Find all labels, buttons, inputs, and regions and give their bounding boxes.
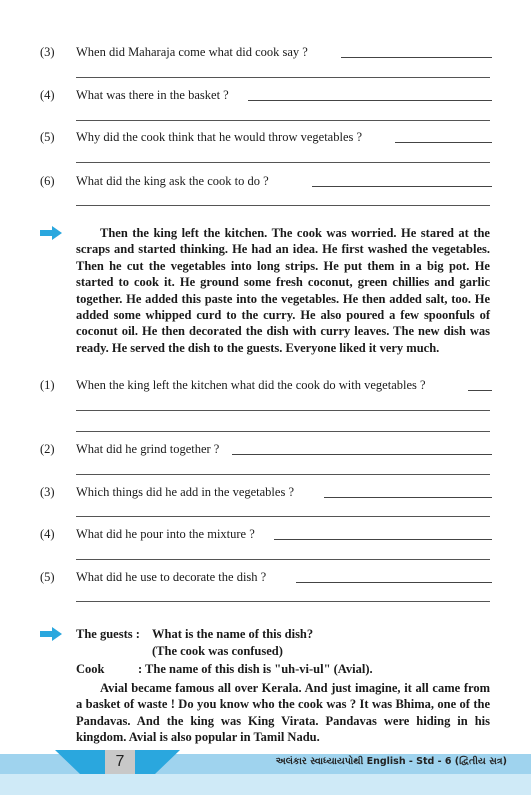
answer-line[interactable] bbox=[76, 474, 490, 475]
footer-bottom-strip bbox=[0, 774, 531, 795]
story-passage: Then the king left the kitchen. The cook was worried. He stared at the scraps and started thinking. He had an idea. He first washed the vegetables. Then he cut the vegetables into long strips. He put them in a big pot. He started to cook it. He ground some fresh coconut, green chillies and garlic together. He added this paste into the vegetables. He then added salt, too. He added some whipped curd to the curry. He also poured a few spoonfuls of coconut oil. He then decorated the dish with curry leaves. The new dish was ready. He served the dish to the guests. Everyone liked it very much. bbox=[76, 226, 490, 355]
question-row bbox=[40, 570, 492, 586]
answer-line[interactable] bbox=[76, 601, 490, 602]
question-number: (3) bbox=[40, 485, 55, 499]
answer-line[interactable] bbox=[312, 186, 492, 187]
question-number: (4) bbox=[40, 527, 55, 541]
answer-line[interactable] bbox=[76, 410, 490, 411]
answer-line[interactable] bbox=[248, 100, 492, 101]
question-number: (1) bbox=[40, 378, 55, 392]
answer-line[interactable] bbox=[76, 431, 490, 432]
question-row bbox=[40, 485, 492, 501]
question-row bbox=[40, 442, 492, 458]
question-text: Which things did he add in the vegetables ? bbox=[76, 485, 294, 499]
question-number: (4) bbox=[40, 88, 55, 102]
footer-book-title: અલંકાર સ્વાધ્યાયપોથી English - Std - 6 (દ્વિતીય સત્ર) bbox=[275, 756, 507, 767]
question-text: What did he pour into the mixture ? bbox=[76, 527, 255, 541]
dialogue-guests-line: What is the name of this dish? bbox=[152, 627, 314, 641]
question-row bbox=[40, 174, 492, 190]
question-row bbox=[40, 130, 492, 146]
answer-line[interactable] bbox=[341, 57, 492, 58]
question-row bbox=[40, 378, 492, 394]
answer-line[interactable] bbox=[76, 120, 490, 121]
question-text: Why did the cook think that he would throw vegetables ? bbox=[76, 130, 363, 144]
question-text: What did he use to decorate the dish ? bbox=[76, 570, 267, 584]
answer-line[interactable] bbox=[76, 516, 490, 517]
question-number: (6) bbox=[40, 174, 55, 188]
question-number: (5) bbox=[40, 570, 55, 584]
question-text: What did the king ask the cook to do ? bbox=[76, 174, 269, 188]
question-number: (2) bbox=[40, 442, 55, 456]
dialogue-cook-line: : The name of this dish is "uh-vi-ul" (Avial). bbox=[138, 662, 373, 676]
answer-line[interactable] bbox=[296, 582, 492, 583]
question-row bbox=[40, 88, 492, 104]
answer-line[interactable] bbox=[274, 539, 492, 540]
answer-line[interactable] bbox=[232, 454, 492, 455]
question-number: (3) bbox=[40, 45, 55, 59]
answer-line[interactable] bbox=[468, 390, 492, 391]
answer-line[interactable] bbox=[76, 559, 490, 560]
answer-line[interactable] bbox=[324, 497, 492, 498]
arrow-right-icon bbox=[40, 627, 62, 641]
question-number: (5) bbox=[40, 130, 55, 144]
stage-direction: (The cook was confused) bbox=[152, 644, 283, 658]
dialogue-guests-speaker: The guests : bbox=[76, 627, 140, 641]
answer-line[interactable] bbox=[76, 205, 490, 206]
question-text: What was there in the basket ? bbox=[76, 88, 229, 102]
question-text: What did he grind together ? bbox=[76, 442, 220, 456]
dialogue-cook-speaker: Cook bbox=[76, 662, 105, 676]
closing-paragraph: Avial became famous all over Kerala. And just imagine, it all came from a basket of waste ! Do you know who the cook was ? It was Bhima, one of the Pandavas. And the king was King Virata. Pandavas were hiding in his kingdom. Avial is also popular in Tamil Nadu. bbox=[76, 681, 490, 745]
question-row bbox=[40, 527, 492, 543]
answer-line[interactable] bbox=[395, 142, 492, 143]
question-row bbox=[40, 45, 492, 61]
page-number: 7 bbox=[105, 750, 135, 774]
question-text: When did Maharaja come what did cook say ? bbox=[76, 45, 308, 59]
question-text: When the king left the kitchen what did the cook do with vegetables ? bbox=[76, 378, 426, 392]
answer-line[interactable] bbox=[76, 77, 490, 78]
arrow-right-icon bbox=[40, 226, 62, 240]
answer-line[interactable] bbox=[76, 162, 490, 163]
